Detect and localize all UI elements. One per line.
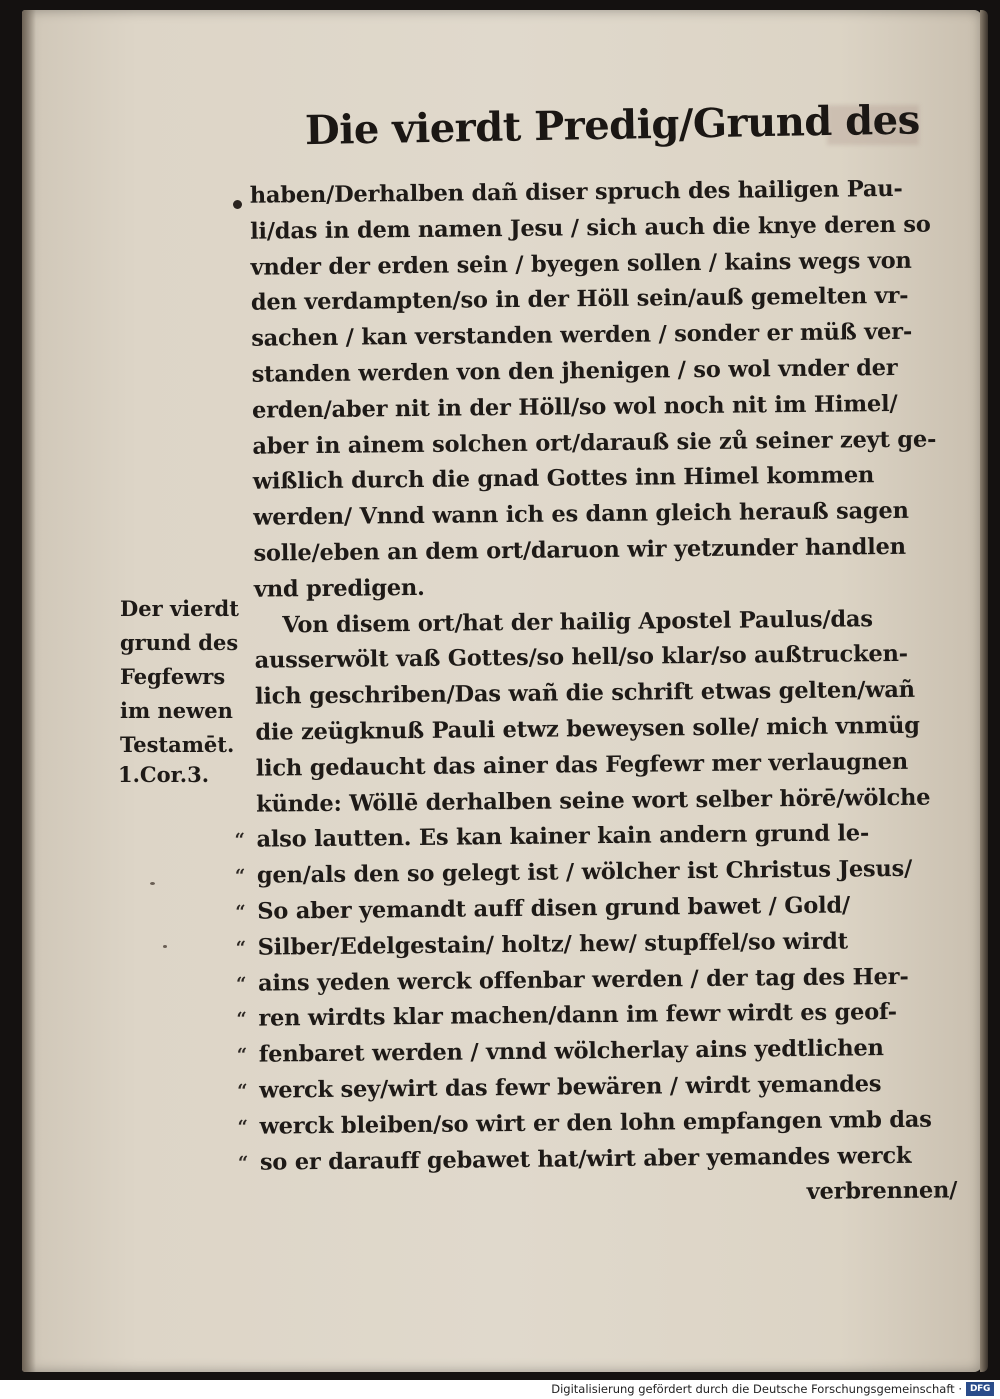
quote-text: ains yeden werck offenbar werden / der tag des Her- (257, 963, 909, 997)
text-line: den verdampten/so in der Höll sein/auß gemelten vr- (250, 283, 909, 317)
text-line: künde: Wöllē derhalben seine wort selber hörē/wölche (255, 784, 931, 818)
text-line: vnder der erden sein / byegen sollen / kains wegs von (250, 247, 912, 281)
paper-speck (150, 882, 155, 885)
margin-note-line: Der vierdt (120, 596, 239, 621)
quote-mark: “ (236, 1044, 248, 1067)
quote-mark: “ (237, 1152, 249, 1174)
text-line: sachen / kan verstanden werden / sonder er müß ver- (251, 318, 913, 352)
quote-text: Silber/Edelgestain/ holtz/ hew/ stupffel/so wirdt (257, 928, 849, 961)
quote-text: fenbaret werden / vnnd wölcherlay ains yedtlichen (258, 1035, 884, 1068)
quote-text: also lautten. Es kan kainer kain andern grund le- (256, 820, 870, 854)
text-line: wißlich durch die gnad Gottes inn Himel kommen (252, 462, 875, 496)
text-line: Von disem ort/hat der hailig Apostel Paulus/das (282, 605, 873, 638)
text-line: li/das in dem namen Jesu / sich auch die knye deren so (250, 211, 931, 245)
margin-note-line: Testamēt. (120, 732, 235, 757)
quote-mark: “ (237, 1080, 248, 1102)
funding-notice: Digitalisierung gefördert durch die Deutsche Forschungsgemeinschaft · (551, 1382, 962, 1396)
paper-speck (163, 945, 167, 948)
footer-bar (0, 1380, 1000, 1399)
text-line: standen werden von den jhenigen / so wol vnder der (251, 354, 898, 388)
text-line: lich gedaucht das ainer das Fegfewr mer verlaugnen (255, 748, 909, 782)
margin-note-line: Fegfewrs (120, 664, 226, 689)
quote-mark: “ (235, 901, 246, 923)
quote-mark: “ (235, 937, 246, 959)
margin-reference: 1.Cor.3. (118, 762, 210, 787)
quote-mark: “ (237, 1116, 248, 1138)
text-line: erden/aber nit in der Höll/so wol noch nit im Himel/ (251, 390, 898, 424)
ink-blot (233, 200, 242, 209)
quote-text: so er darauff gebawet hat/wirt aber yemandes werck (259, 1142, 912, 1176)
catchword: verbrennen/ (806, 1177, 958, 1206)
quote-text: ren wirdts klar machen/dann im fewr wirdt es geof- (258, 999, 897, 1033)
margin-note-line: im newen (120, 698, 233, 723)
text-line: ausserwölt vaß Gottes/so hell/so klar/so außtrucken- (254, 641, 908, 675)
margin-note-line: grund des (120, 630, 239, 655)
text-line: die zeügknuß Pauli etwz beweysen solle/ mich vnmüg (255, 712, 920, 746)
text-line: vnd predigen. (253, 574, 425, 603)
page-edge (980, 10, 988, 1372)
quote-text: werck bleiben/so wirt er den lohn empfangen vmb das (259, 1106, 932, 1140)
running-title: Die vierdt Predig/Grund des (304, 96, 921, 155)
quote-mark: “ (236, 1009, 247, 1031)
text-line: werden/ Vnnd wann ich es dann gleich herauß sagen (252, 498, 909, 531)
quote-text: werck sey/wirt das fewr bewären / wirdt yemandes (258, 1071, 882, 1104)
quote-mark: “ (234, 865, 246, 888)
text-line: haben/Derhalben dañ diser spruch des hailigen Pau- (249, 175, 903, 209)
text-line: aber in ainem solchen ort/darauß sie zů seiner zeyt ge- (252, 426, 937, 460)
text-line: lich geschriben/Das wañ die schrift etwas gelten/wañ (254, 676, 916, 710)
dfg-logo: DFG (966, 1382, 994, 1396)
margin-note (120, 592, 260, 762)
text-line: solle/eben an dem ort/daruon wir yetzunder handlen (253, 533, 907, 567)
quote-text: gen/als den so gelegt ist / wölcher ist Christus Jesus/ (256, 855, 913, 889)
quote-mark: “ (234, 830, 245, 852)
page-gutter-shadow (22, 10, 36, 1372)
quote-text: So aber yemandt auff disen grund bawet / Gold/ (257, 892, 851, 925)
body-text (234, 171, 966, 1216)
quote-mark: “ (235, 973, 247, 995)
